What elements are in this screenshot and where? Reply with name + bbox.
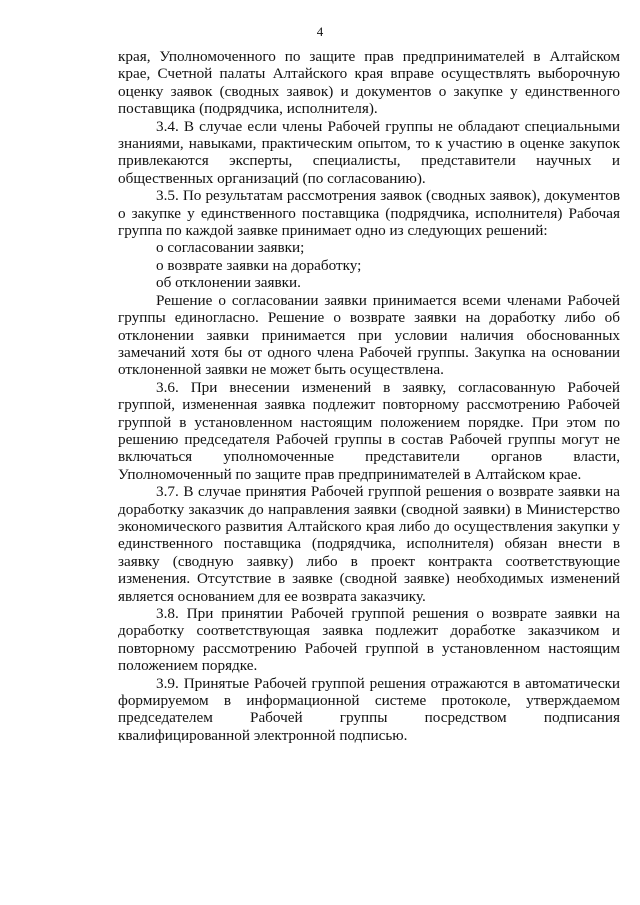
paragraph-clause-3-4: 3.4. В случае если члены Рабочей группы не обладают специальными знаниями, навыками, практическим опытом, то к участию в оценке закупок привлекаются эксперты, специалисты, представители научных и общественных организаций (по согласованию).	[118, 117, 620, 187]
paragraph-decision-rules: Решение о согласовании заявки принимается всеми членами Рабочей группы единогласно. Решение о возврате заявки на доработку либо об отклонении заявки принимается при условии наличия обоснованных замечаний хотя бы от одного члена Рабочей группы. Закупка на основании отклоненной заявки не может быть осуществлена.	[118, 291, 620, 379]
document-body	[118, 48, 620, 744]
paragraph-continuation: края, Уполномоченного по защите прав предпринимателей в Алтайском крае, Счетной палаты Алтайского края вправе осуществлять выборочную оценку заявок (сводных заявок) и документов о закупке у единственного поставщика (подрядчика, исполнителя).	[118, 48, 620, 118]
list-item-rejection: об отклонении заявки.	[156, 274, 301, 292]
list-item-approval: о согласовании заявки;	[156, 239, 305, 257]
page-number: 4	[316, 24, 324, 39]
paragraph-clause-3-5: 3.5. По результатам рассмотрения заявок (сводных заявок), документов о закупке у единственного поставщика (подрядчика, исполнителя) Рабочая группа по каждой заявке принимает одно из следующих решений:	[118, 187, 620, 240]
paragraph-clause-3-8: 3.8. При принятии Рабочей группой решения о возврате заявки на доработку соответствующая заявка подлежит доработке заказчиком и повторному рассмотрению Рабочей группой в установленном настоящим положением порядке.	[118, 605, 620, 675]
paragraph-clause-3-6: 3.6. При внесении изменений в заявку, согласованную Рабочей группой, измененная заявка подлежит повторному рассмотрению Рабочей группой в установленном настоящим положением порядке. При этом по решению председателя Рабочей группы в состав Рабочей группы могут не включаться уполномоченные представители органов власти, Уполномоченный по защите прав предпринимателей в Алтайском крае.	[118, 378, 620, 483]
list-item-return: о возврате заявки на доработку;	[156, 256, 362, 274]
paragraph-clause-3-7: 3.7. В случае принятия Рабочей группой решения о возврате заявки на доработку заказчик до направления заявки (сводной заявки) в Министерство экономического развития Алтайского края либо до осуществления закупки у единственного поставщика (подрядчика, исполнителя) обязан внести в заявку (сводную заявку) либо в проект контракта соответствующие изменения. Отсутствие в заявке (сводной заявке) необходимых изменений является основанием для ее возврата заказчику.	[118, 483, 620, 605]
paragraph-clause-3-9: 3.9. Принятые Рабочей группой решения отражаются в автоматически формируемом в информационной системе протоколе, утверждаемом председателем Рабочей группы посредством подписания квалифицированной электронной подписью.	[118, 674, 620, 744]
